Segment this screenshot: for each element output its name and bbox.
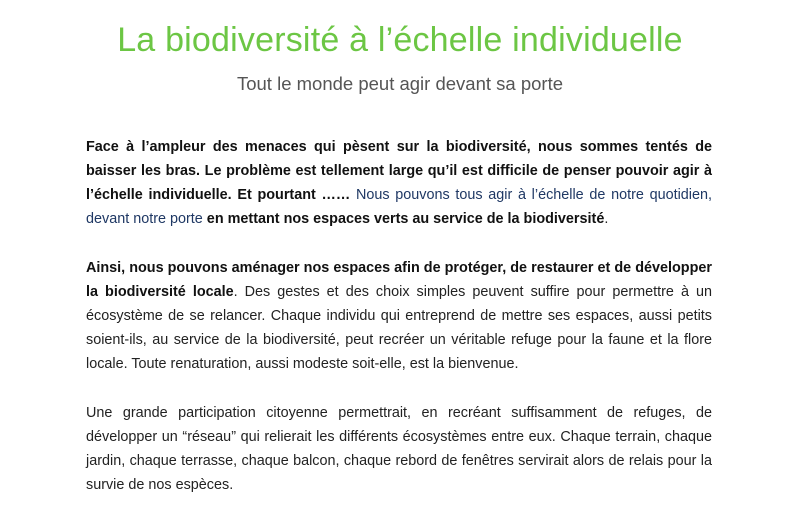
paragraph-2-text: . Des gestes et des choix simples peuvent suffire pour permettre à un écosystème de se relancer. Chaque individu qui entreprend de mettre ses espaces, aussi petits soient-ils, au service de la biodiversité, peut recréer un véritable refuge pour la faune et la flore locale. Toute renaturation, aussi modeste soit-elle, est la bienvenue. <box>86 284 712 372</box>
paragraph-3 <box>86 401 712 497</box>
paragraph-1-highlight: Nous pouvons tous agir à l’échelle de notre quotidien, devant notre porte <box>86 187 712 227</box>
paragraph-1-period: . <box>604 211 609 227</box>
paragraph-1-bold-end: en mettant nos espaces verts au service de la biodiversité <box>202 211 605 227</box>
paragraph-3-text: Une grande participation citoyenne permettrait, en recréant suffisamment de refuges, de développer un “réseau” qui relierait les différents écosystèmes entre eux. Chaque terrain, chaque jardin, chaque terrasse, chaque balcon, chaque rebord de fenêtres servirait alors de relais pour la survie de nos espèces. <box>86 405 712 493</box>
document-body <box>86 135 712 522</box>
document-title: La biodiversité à l’échelle individuelle <box>117 21 683 59</box>
paragraph-2 <box>86 256 712 376</box>
paragraph-2-bold: Ainsi, nous pouvons aménager nos espaces afin de protéger, de restaurer et de développer la biodiversité locale <box>86 260 712 300</box>
paragraph-1-bold-intro: Face à l’ampleur des menaces qui pèsent sur la biodiversité, nous sommes tentés de baisser les bras. Le problème est tellement large qu’il est difficile de penser pouvoir agir à l’échelle individuelle. Et pourtant …… <box>86 139 712 203</box>
document-subtitle: Tout le monde peut agir devant sa porte <box>236 73 564 94</box>
paragraph-1 <box>86 135 712 231</box>
